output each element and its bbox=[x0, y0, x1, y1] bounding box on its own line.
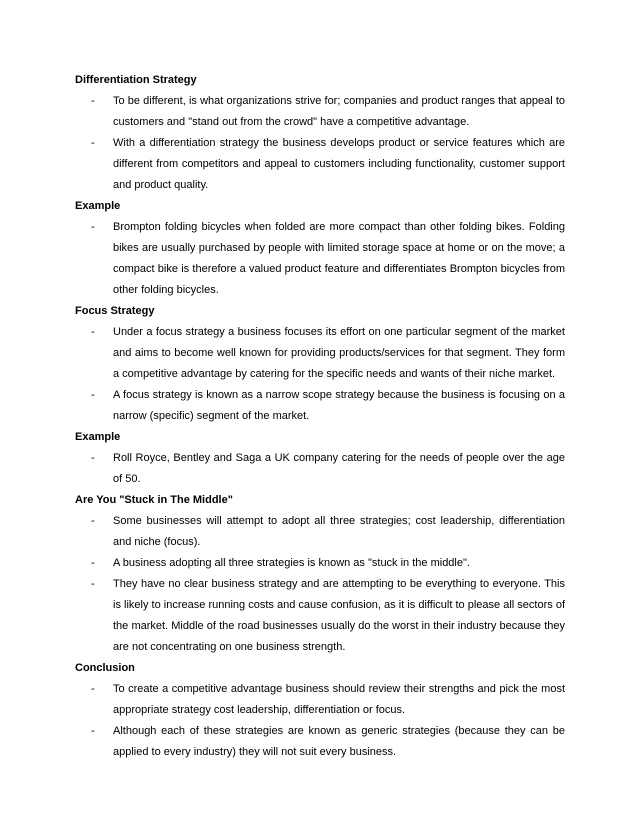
bullet-marker: - bbox=[91, 221, 95, 233]
bullet-marker: - bbox=[91, 578, 95, 590]
bullet-text: Some businesses will attempt to adopt all three strategies; cost leadership, differentiation and niche (focus). bbox=[113, 515, 565, 548]
bullet-marker: - bbox=[91, 557, 95, 569]
bullet-text: They have no clear business strategy and are attempting to be everything to everyone. This is likely to increase running costs and cause confusion, as it is difficult to please all sectors of the market. Middle of the road businesses usually do the worst in their industry because they are not concentrating on one business strength. bbox=[113, 578, 565, 653]
bullet-text: A business adopting all three strategies is known as "stuck in the middle". bbox=[113, 557, 470, 569]
bullet-text: To create a competitive advantage business should review their strengths and pick the most appropriate strategy cost leadership, differentiation or focus. bbox=[113, 683, 565, 716]
list-item bbox=[75, 385, 565, 427]
document-body bbox=[75, 70, 565, 763]
bullet-text: Brompton folding bicycles when folded are more compact than other folding bikes. Folding bikes are usually purchased by people with limited storage space at home or on the move; a compact bike is therefore a valued product feature and differentiates Brompton bicycles from other folding bicycles. bbox=[113, 221, 565, 296]
section-heading-differentiation: Differentiation Strategy bbox=[75, 74, 197, 86]
bullet-text: A focus strategy is known as a narrow scope strategy because the business is focusing on a narrow (specific) segment of the market. bbox=[113, 389, 565, 422]
list-item bbox=[75, 574, 565, 658]
section-heading-stuck-in-the-middle: Are You "Stuck in The Middle" bbox=[75, 494, 233, 506]
section-heading-focus: Focus Strategy bbox=[75, 305, 155, 317]
list-item bbox=[75, 679, 565, 721]
bullet-marker: - bbox=[91, 326, 95, 338]
bullet-text: Roll Royce, Bentley and Saga a UK company catering for the needs of people over the age of 50. bbox=[113, 452, 565, 485]
bullet-marker: - bbox=[91, 389, 95, 401]
bullet-marker: - bbox=[91, 137, 95, 149]
bullet-text: Under a focus strategy a business focuses its effort on one particular segment of the market and aims to become well known for providing products/services for that segment. They form a competitive advantage by catering for the specific needs and wants of their niche market. bbox=[113, 326, 565, 380]
list-item bbox=[75, 322, 565, 385]
bullet-marker: - bbox=[91, 683, 95, 695]
list-item bbox=[75, 448, 565, 490]
list-item bbox=[75, 91, 565, 133]
list-item bbox=[75, 721, 565, 763]
section-heading-conclusion: Conclusion bbox=[75, 662, 135, 674]
bullet-marker: - bbox=[91, 515, 95, 527]
section-heading-example-focus: Example bbox=[75, 431, 121, 443]
section-heading-example-differentiation: Example bbox=[75, 200, 121, 212]
list-item bbox=[75, 511, 565, 553]
list-item bbox=[75, 133, 565, 196]
list-item bbox=[75, 553, 565, 574]
bullet-marker: - bbox=[91, 452, 95, 464]
bullet-marker: - bbox=[91, 95, 95, 107]
bullet-text: Although each of these strategies are known as generic strategies (because they can be applied to every industry) they will not suit every business. bbox=[113, 725, 565, 758]
list-item bbox=[75, 217, 565, 301]
bullet-text: With a differentiation strategy the business develops product or service features which are different from competitors and appeal to customers including functionality, customer support and product quality. bbox=[113, 137, 565, 191]
bullet-marker: - bbox=[91, 725, 95, 737]
bullet-text: To be different, is what organizations strive for; companies and product ranges that appeal to customers and "stand out from the crowd" have a competitive advantage. bbox=[113, 95, 565, 128]
